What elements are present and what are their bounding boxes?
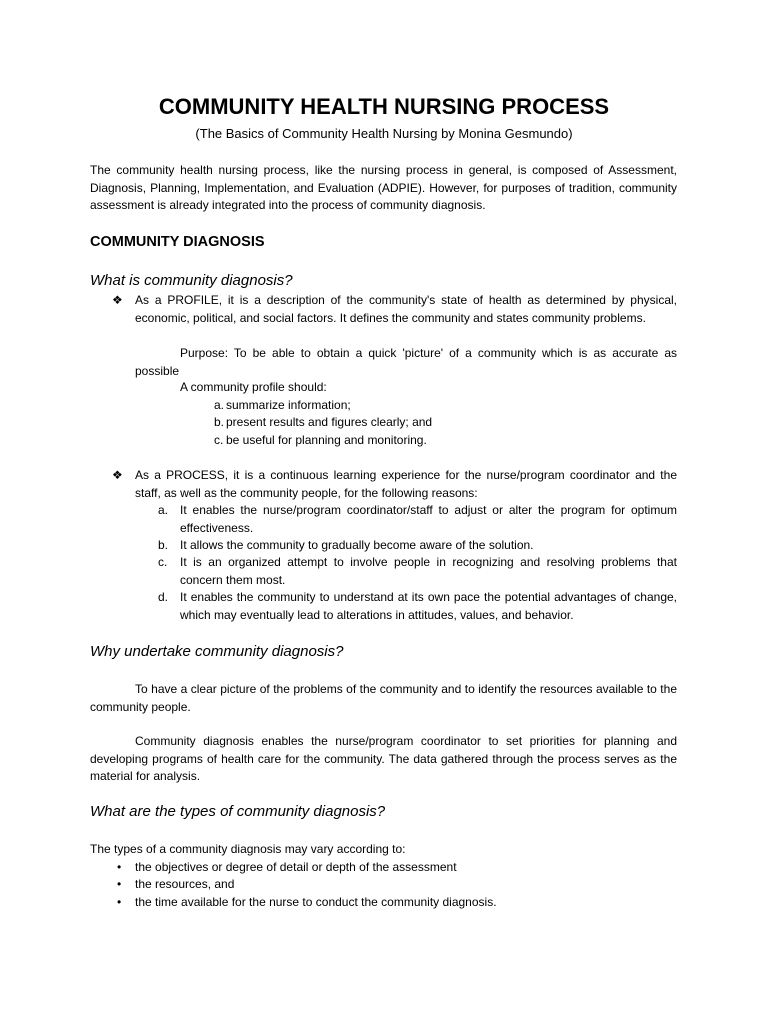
bullet-dot-icon: • [117, 860, 122, 874]
process-item-text: It enables the community to understand at its own pace the potential advantages of change, which may eventually lead to alterations in attitudes, values, and behavior. [180, 590, 677, 622]
question-heading-types: What are the types of community diagnosis? [90, 803, 386, 820]
types-lead: The types of a community diagnosis may vary according to: [90, 842, 406, 856]
process-item-label: c. [158, 555, 168, 569]
question-heading-why: Why undertake community diagnosis? [90, 643, 344, 660]
types-list-item: the objectives or degree of detail or depth of the assessment [135, 860, 457, 874]
intro-paragraph: The community health nursing process, like the nursing process in general, is composed of Assessment, Diagnosis, Planning, Implementation, and Evaluation (ADPIE). However, for purposes of tradition, community assessment is already integrated into the process of community diagnosis. [90, 163, 677, 212]
document-title: COMMUNITY HEALTH NURSING PROCESS [158, 94, 610, 119]
types-list-item: the time available for the nurse to conduct the community diagnosis. [135, 895, 497, 909]
profile-item-text: present results and figures clearly; and [226, 415, 433, 429]
types-list-item: the resources, and [135, 877, 235, 891]
profile-item-text: be useful for planning and monitoring. [226, 433, 427, 447]
why-paragraph-1: To have a clear picture of the problems of the community and to identify the resources available to the community people. [90, 682, 677, 714]
process-item-text: It enables the nurse/program coordinator/staff to adjust or alter the program for optimum effectiveness. [180, 503, 677, 535]
process-item-label: a. [158, 503, 169, 517]
process-item-label: d. [158, 590, 169, 604]
why-paragraph-2: Community diagnosis enables the nurse/program coordinator to set priorities for planning and developing programs of health care for the community. The data gathered through the process serves as the material for analysis. [90, 734, 677, 783]
question-heading-what: What is community diagnosis? [90, 272, 293, 289]
profile-item-label: b. [214, 415, 225, 429]
diamond-bullet-icon: ❖ [112, 293, 123, 307]
profile-item-label: c. [214, 433, 224, 447]
purpose-paragraph: Purpose: To be able to obtain a quick 'picture' of a community which is as accurate as possible [135, 346, 677, 378]
profile-item-label: a. [214, 398, 225, 412]
profile-should-label: A community profile should: [180, 380, 327, 394]
profile-item-text: summarize information; [226, 398, 351, 412]
section-heading: COMMUNITY DIAGNOSIS [90, 234, 265, 250]
profile-paragraph: As a PROFILE, it is a description of the community's state of health as determined by physical, economic, political, and social factors. It defines the community and states community problems. [135, 293, 677, 325]
process-item-text: It is an organized attempt to involve people in recognizing and resolving problems that concern them most. [180, 555, 677, 587]
bullet-dot-icon: • [117, 877, 122, 891]
diamond-bullet-icon: ❖ [112, 468, 123, 482]
process-item-text: It allows the community to gradually become aware of the solution. [180, 538, 534, 552]
bullet-dot-icon: • [117, 895, 122, 909]
process-item-label: b. [158, 538, 169, 552]
process-paragraph: As a PROCESS, it is a continuous learning experience for the nurse/program coordinator and the staff, as well as the community people, for the following reasons: [135, 468, 677, 500]
document-subtitle: (The Basics of Community Health Nursing by Monina Gesmundo) [195, 126, 573, 141]
